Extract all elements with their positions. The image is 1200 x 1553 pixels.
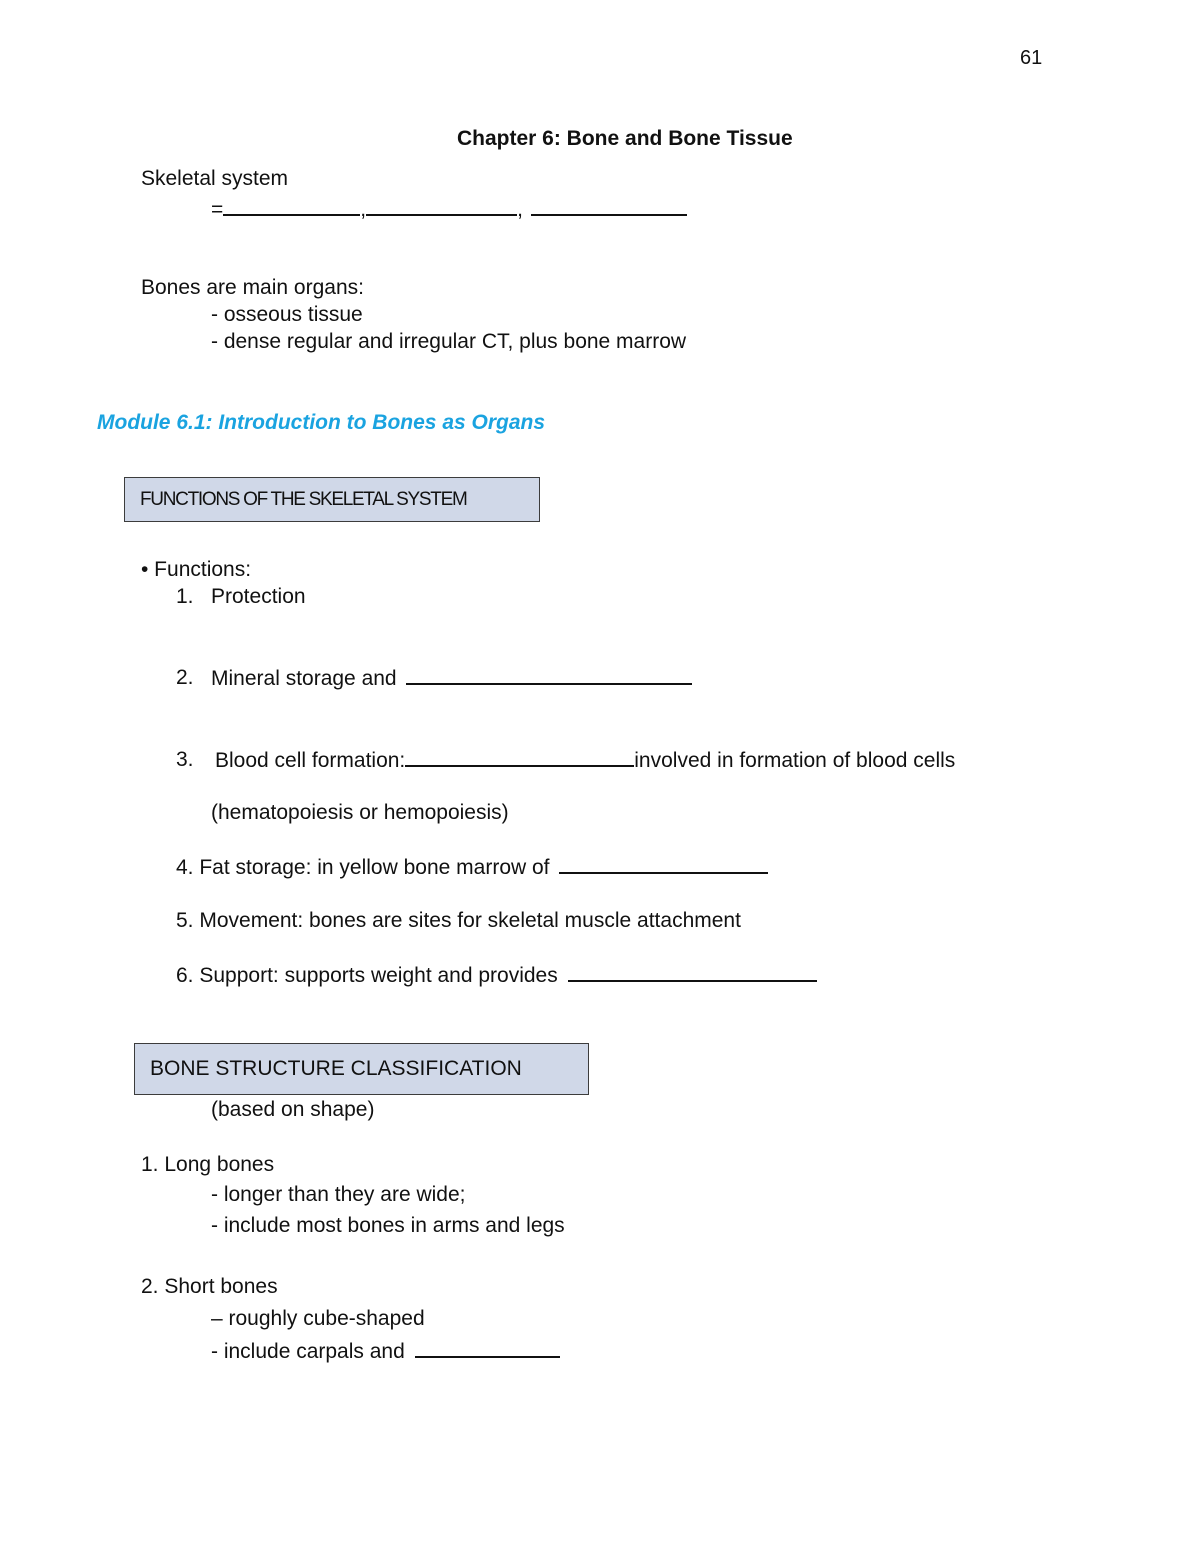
- functions-section-box: [124, 477, 540, 522]
- fill-in-blank: [366, 196, 517, 216]
- fill-in-blank: [531, 196, 687, 216]
- equals-sign: =: [211, 198, 224, 221]
- module-heading: Module 6.1: Introduction to Bones as Organs: [97, 411, 546, 434]
- function-number: 3.: [176, 748, 194, 771]
- function-number: 2.: [176, 666, 194, 689]
- long-bones-heading: 1. Long bones: [141, 1153, 275, 1176]
- function-text: Blood cell formation:: [215, 749, 406, 772]
- skeletal-system-blanks: [211, 196, 687, 222]
- separator: ,: [360, 198, 367, 221]
- page-number: 61: [1020, 47, 1043, 69]
- fill-in-blank: [406, 665, 692, 685]
- organs-item: - osseous tissue: [211, 303, 363, 326]
- function-movement: 5. Movement: bones are sites for skeletal muscle attachment: [176, 909, 741, 932]
- fill-in-blank: [559, 854, 768, 874]
- short-bones-item: [211, 1338, 560, 1364]
- function-blood-cell-formation: [215, 747, 955, 773]
- long-bones-item: - longer than they are wide;: [211, 1183, 466, 1206]
- function-text-tail: involved in formation of blood cells: [634, 749, 956, 772]
- function-mineral-storage: [211, 665, 692, 691]
- function-fat-storage: [176, 854, 768, 880]
- function-text: 6. Support: supports weight and provides: [176, 964, 558, 987]
- organs-item: - dense regular and irregular CT, plus bone marrow: [211, 330, 687, 353]
- function-number: 1.: [176, 585, 194, 608]
- fill-in-blank: [223, 196, 360, 216]
- long-bones-item: - include most bones in arms and legs: [211, 1214, 565, 1237]
- skeletal-system-label: Skeletal system: [141, 167, 289, 190]
- function-text: 4. Fat storage: in yellow bone marrow of: [176, 856, 550, 879]
- function-support: [176, 962, 817, 988]
- function-note: (hematopoiesis or hemopoiesis): [211, 801, 509, 824]
- functions-section-label: FUNCTIONS OF THE SKELETAL SYSTEM: [140, 488, 467, 510]
- short-bones-text: - include carpals and: [211, 1340, 405, 1363]
- organs-intro: Bones are main organs:: [141, 276, 364, 299]
- structure-section-label: BONE STRUCTURE CLASSIFICATION: [150, 1057, 522, 1080]
- structure-note: (based on shape): [211, 1098, 375, 1121]
- fill-in-blank: [415, 1338, 560, 1358]
- function-text: Mineral storage and: [211, 667, 397, 690]
- fill-in-blank: [405, 747, 634, 767]
- page-title: Chapter 6: Bone and Bone Tissue: [457, 127, 793, 150]
- functions-lead: • Functions:: [141, 558, 252, 581]
- separator: ,: [517, 198, 523, 221]
- short-bones-item: – roughly cube-shaped: [211, 1307, 425, 1330]
- fill-in-blank: [568, 962, 817, 982]
- structure-section-box: [134, 1043, 589, 1095]
- short-bones-heading: 2. Short bones: [141, 1275, 278, 1298]
- function-protection: Protection: [211, 585, 306, 608]
